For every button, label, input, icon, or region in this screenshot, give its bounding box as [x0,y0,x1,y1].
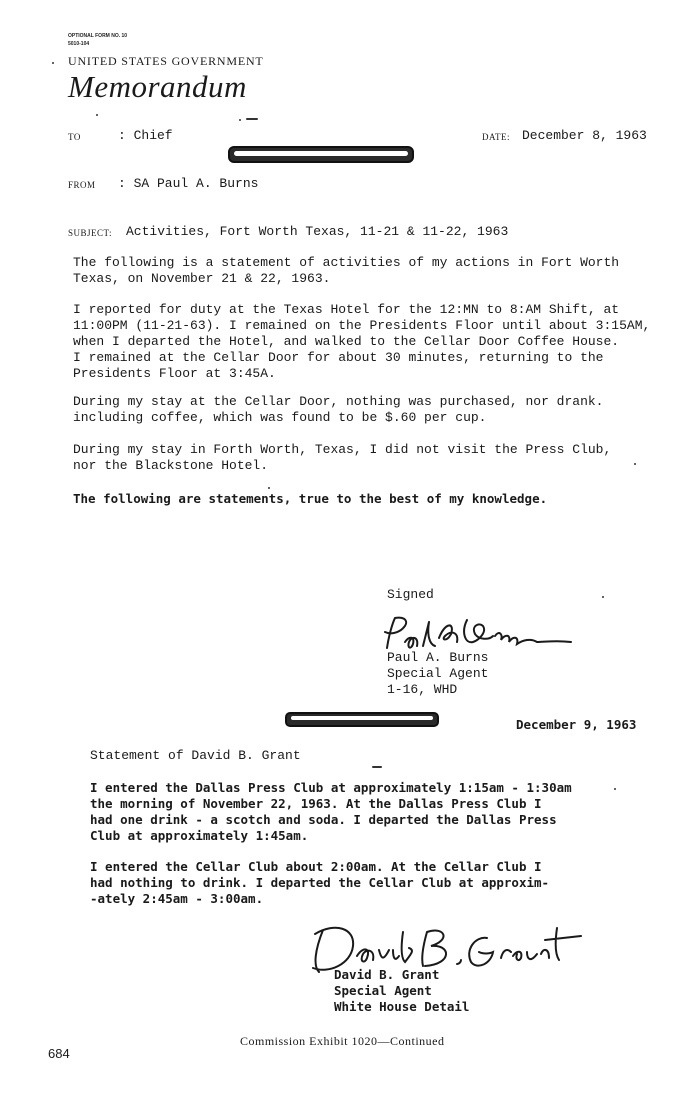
ink-speck [239,119,241,121]
redaction-bar [285,712,439,727]
burns-name: Paul A. Burns [387,650,489,665]
redaction-highlight [234,151,408,156]
ink-speck [246,118,258,120]
grant-heading: Statement of David B. Grant [90,748,301,763]
ink-speck [52,62,54,64]
grant-paragraph-cellar-club: I entered the Cellar Club about 2:00am. At the Cellar Club I had nothing to drink. I departed the Cellar Club at approxim- -ately 2:45am - 3:00am. [90,859,550,906]
from-value: : SA Paul A. Burns [118,176,259,191]
date-value: December 8, 1963 [522,128,647,143]
burns-paragraph-cellar-door: During my stay at the Cellar Door, nothing was purchased, nor drank. including coffee, which was found to be $.60 per cup. [73,394,604,425]
grant-name: David B. Grant [334,967,440,982]
subject-value: Activities, Fort Worth Texas, 11-21 & 11-22, 1963 [126,224,509,239]
ink-speck [96,114,98,116]
form-number: OPTIONAL FORM NO. 10 [68,33,128,39]
signed-label: Signed [387,587,434,602]
grant-paragraph-press-club: I entered the Dallas Press Club at approximately 1:15am - 1:30am the morning of November 22, 1963. At the Dallas Press Club I had one drink - a scotch and soda. I departed the Dallas Press Club at approximately 1:45am. [90,780,572,843]
ink-speck [268,487,270,489]
ink-speck [602,596,604,598]
burns-paragraph-closing: The following are statements, true to the best of my knowledge. [73,491,548,506]
from-label: FROM [68,180,96,190]
to-value: : Chief [118,128,173,143]
grant-date: December 9, 1963 [516,717,637,732]
burns-paragraph-intro: The following is a statement of activities of my actions in Fort Worth Texas, on November 21 & 22, 1963. [73,255,620,286]
ink-speck [634,463,636,465]
grant-unit: White House Detail [334,999,470,1014]
agency-name: UNITED STATES GOVERNMENT [68,54,264,68]
ink-speck [372,766,382,768]
burns-title: Special Agent [387,666,489,681]
redaction-bar [228,146,414,163]
memo-title: Memorandum [68,69,247,104]
burns-unit: 1-16, WHD [387,682,458,697]
page-number: 684 [48,1046,70,1061]
subject-label: SUBJECT: [68,228,113,238]
redaction-highlight [291,716,433,720]
to-label: TO [68,132,81,142]
form-code: 5010-104 [68,41,90,47]
grant-title: Special Agent [334,983,432,998]
burns-paragraph-press-club: During my stay in Forth Worth, Texas, I did not visit the Press Club, nor the Blackstone Hotel. [73,442,612,473]
date-label: DATE: [482,132,510,142]
burns-paragraph-duty: I reported for duty at the Texas Hotel for the 12:MN to 8:AM Shift, at 11:00PM (11-21-63). I remained on the Presidents Floor until about 3:15AM, when I departed the Hotel, and walked to the Cellar Door Coffee House. I remained at the Cellar Door for about 30 minutes, returning to the Presidents Floor at 3:45A. [73,302,651,381]
exhibit-caption: Commission Exhibit 1020—Continued [240,1034,445,1048]
